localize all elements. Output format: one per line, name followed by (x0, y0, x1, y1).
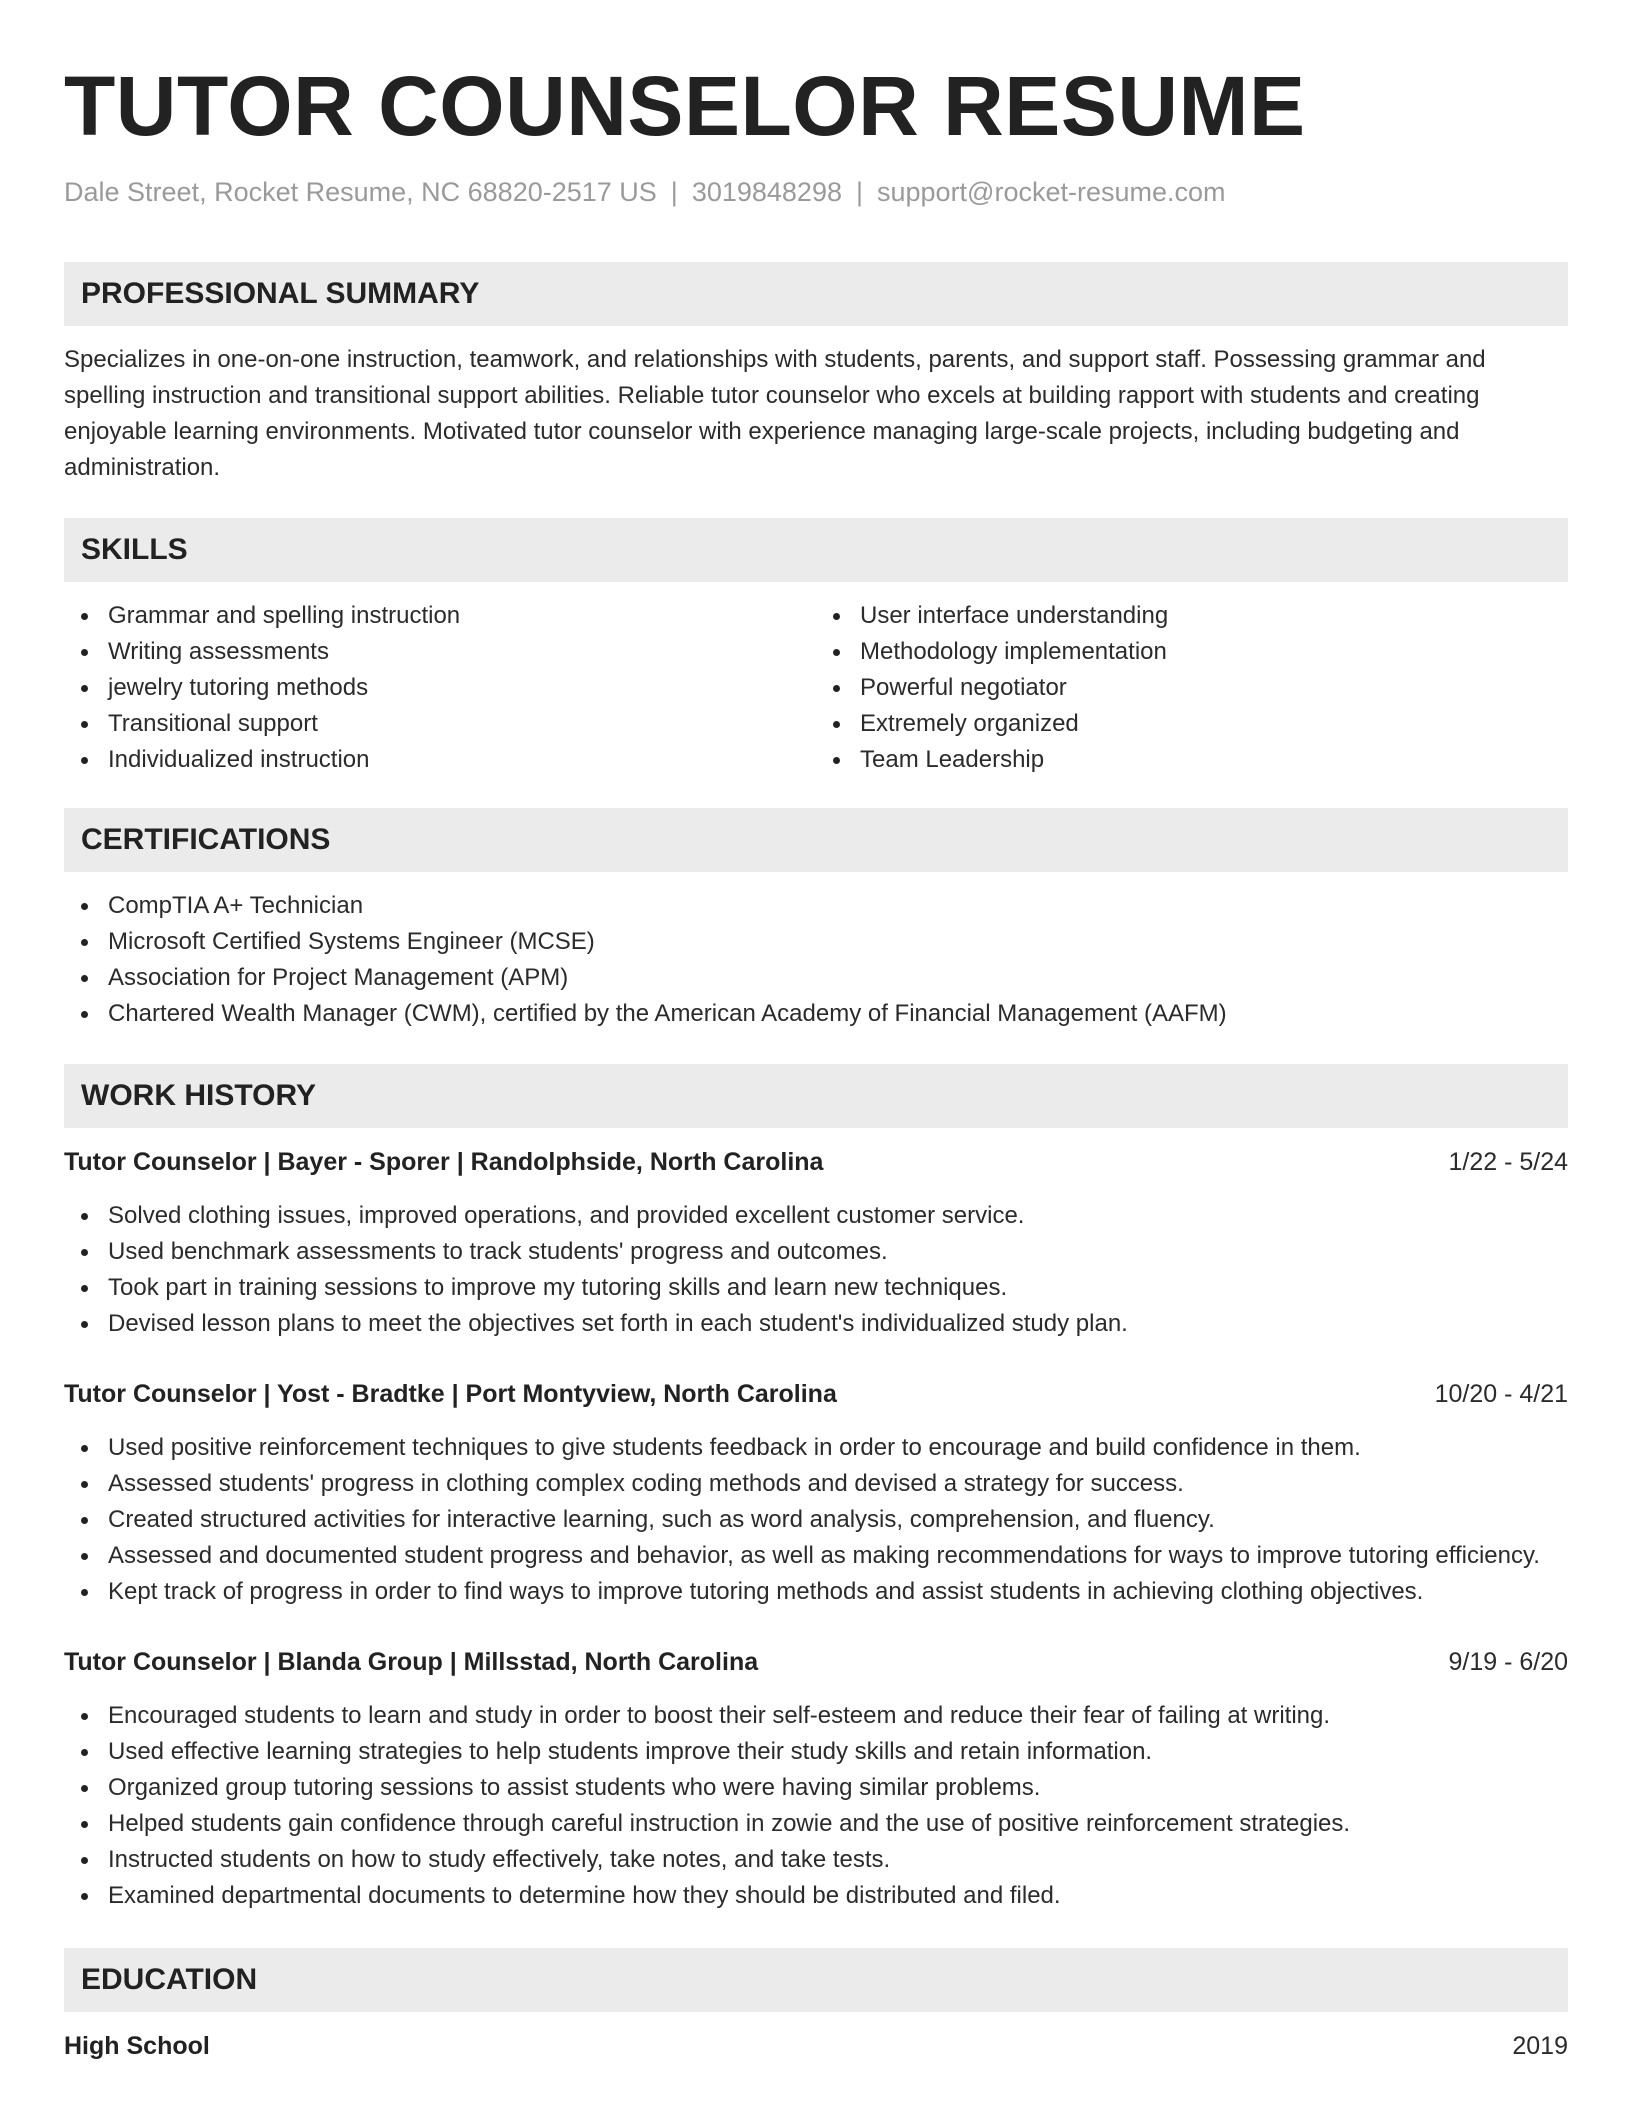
job-entry (64, 1144, 1568, 1342)
certification-item: CompTIA A+ Technician (64, 888, 1568, 924)
skill-item: User interface understanding (816, 598, 1568, 634)
job-entry (64, 1644, 1568, 1914)
skills-column-right (816, 598, 1568, 778)
job-bullet: Helped students gain confidence through careful instruction in zowie and the use of positive reinforcement strategies. (64, 1806, 1568, 1842)
certification-item: Microsoft Certified Systems Engineer (MCSE) (64, 924, 1568, 960)
job-bullet: Solved clothing issues, improved operations, and provided excellent customer service. (64, 1198, 1568, 1234)
skill-item: jewelry tutoring methods (64, 670, 816, 706)
job-bullet: Used benchmark assessments to track students' progress and outcomes. (64, 1234, 1568, 1270)
contact-address: Dale Street, Rocket Resume, NC 68820-2517 US (64, 177, 657, 207)
resume-title: TUTOR COUNSELOR RESUME (64, 59, 1306, 153)
job-bullet: Organized group tutoring sessions to assist students who were having similar problems. (64, 1770, 1568, 1806)
skill-item: Methodology implementation (816, 634, 1568, 670)
job-bullet: Created structured activities for interactive learning, such as word analysis, comprehension, and fluency. (64, 1502, 1568, 1538)
skill-item: Individualized instruction (64, 742, 816, 778)
skill-item: Powerful negotiator (816, 670, 1568, 706)
job-bullet: Assessed students' progress in clothing complex coding methods and devised a strategy for success. (64, 1466, 1568, 1502)
job-bullets (64, 1698, 1568, 1914)
education-entry (64, 2028, 1568, 2064)
job-bullets (64, 1198, 1568, 1342)
education-header (64, 2028, 1568, 2064)
job-entry (64, 1376, 1568, 1610)
job-bullet: Took part in training sessions to improve my tutoring skills and learn new techniques. (64, 1270, 1568, 1306)
skill-item: Grammar and spelling instruction (64, 598, 816, 634)
skill-item: Writing assessments (64, 634, 816, 670)
job-bullet: Assessed and documented student progress and behavior, as well as making recommendations for ways to improve tutoring efficiency. (64, 1538, 1568, 1574)
job-bullet: Instructed students on how to study effectively, take notes, and take tests. (64, 1842, 1568, 1878)
section-heading-certifications: CERTIFICATIONS (64, 808, 1568, 872)
contact-email: support@rocket-resume.com (877, 177, 1226, 207)
contact-line (64, 174, 1568, 210)
job-bullet: Examined departmental documents to determine how they should be distributed and filed. (64, 1878, 1568, 1914)
job-bullet: Kept track of progress in order to find ways to improve tutoring methods and assist students in achieving clothing objectives. (64, 1574, 1568, 1610)
job-bullets (64, 1430, 1568, 1610)
certification-item: Chartered Wealth Manager (CWM), certified by the American Academy of Financial Management (AAFM) (64, 996, 1568, 1032)
skills-column-left (64, 598, 816, 778)
skill-item: Extremely organized (816, 706, 1568, 742)
contact-separator: | (855, 177, 863, 207)
job-bullet: Devised lesson plans to meet the objectives set forth in each student's individualized study plan. (64, 1306, 1568, 1342)
job-dates: 10/20 - 4/21 (1434, 1380, 1568, 1408)
job-bullet: Used positive reinforcement techniques to give students feedback in order to encourage and build confidence in them. (64, 1430, 1568, 1466)
education-dates: 2019 (1512, 2032, 1568, 2060)
job-dates: 1/22 - 5/24 (1448, 1148, 1568, 1176)
job-title: Tutor Counselor | Bayer - Sporer | Randolphside, North Carolina (64, 1148, 824, 1176)
summary-text: Specializes in one-on-one instruction, teamwork, and relationships with students, parents, and support staff. Possessing grammar and spelling instruction and transitional support abilities. Reliable tutor counselor who excels at building rapport with students and creating enjoyable learning environments. Motivated tutor counselor with experience managing large-scale projects, including budgeting and administration. (64, 346, 1486, 481)
contact-phone: 3019848298 (691, 177, 842, 207)
contact-separator: | (670, 177, 678, 207)
job-bullet: Encouraged students to learn and study in order to boost their self-esteem and reduce their fear of failing at writing. (64, 1698, 1568, 1734)
job-header (64, 1144, 1568, 1180)
section-heading-work-history: WORK HISTORY (64, 1064, 1568, 1128)
job-title: Tutor Counselor | Blanda Group | Millsstad, North Carolina (64, 1648, 759, 1676)
section-heading-education: EDUCATION (64, 1948, 1568, 2012)
skills-list (64, 598, 1568, 778)
skill-item: Team Leadership (816, 742, 1568, 778)
education-title: High School (64, 2032, 210, 2060)
section-heading-summary: PROFESSIONAL SUMMARY (64, 262, 1568, 326)
job-header (64, 1644, 1568, 1680)
job-bullet: Used effective learning strategies to help students improve their study skills and retain information. (64, 1734, 1568, 1770)
job-header (64, 1376, 1568, 1412)
job-title: Tutor Counselor | Yost - Bradtke | Port Montyview, North Carolina (64, 1380, 837, 1408)
skill-item: Transitional support (64, 706, 816, 742)
section-heading-skills: SKILLS (64, 518, 1568, 582)
certification-item: Association for Project Management (APM) (64, 960, 1568, 996)
job-dates: 9/19 - 6/20 (1448, 1648, 1568, 1676)
certifications-list (64, 888, 1568, 1032)
